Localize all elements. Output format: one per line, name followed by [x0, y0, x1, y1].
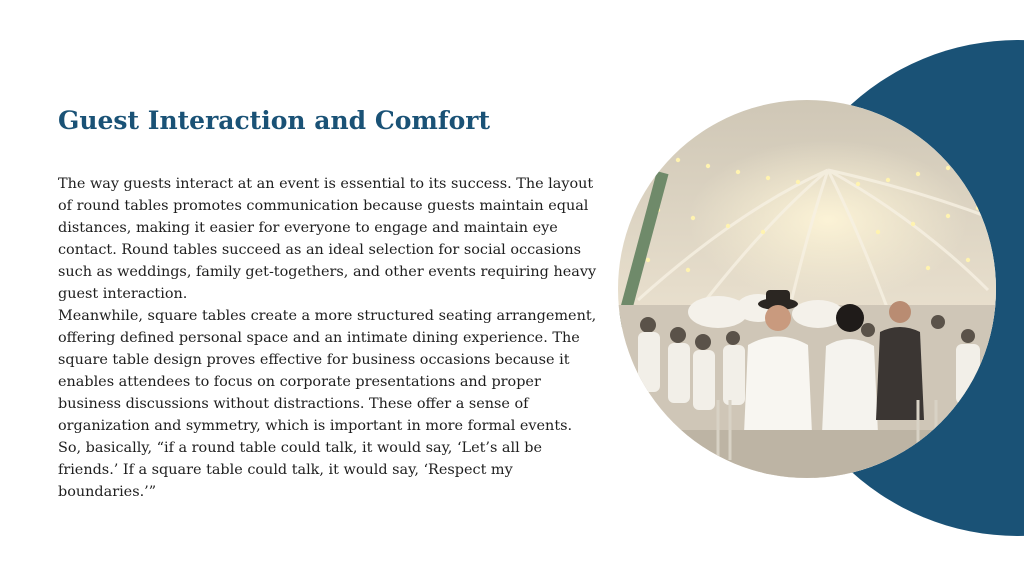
paragraph-square-tables: Meanwhile, square tables create a more structured seating arrangement, offering defined personal space and an intimate dining experience. The square table design proves effective for business occasions because it enables attendees to focus on corporate presentations and proper business discussions without distractions. These offer a sense of organization and symmetry, which is important in more formal events. — [58, 308, 597, 434]
paragraph-round-tables: The way guests interact at an event is essential to its success. The layout of round tables promotes communication because guests maintain equal distances, making it easier for everyone to engage and maintain eye contact. Round tables succeed as an ideal selection for social occasions such as weddings, family get-togethers, and other events requiring heavy guest interaction. — [58, 176, 597, 302]
paragraph-quote: So, basically, “if a round table could talk, it would say, ‘Let’s all be friends.’ If a square table could talk, it would say, ‘Respect my boundaries.’” — [58, 440, 543, 500]
slide-title: Guest Interaction and Comfort — [58, 106, 491, 135]
event-photo — [618, 100, 996, 478]
tent-reception-illustration — [618, 100, 996, 478]
body-text — [58, 173, 603, 503]
